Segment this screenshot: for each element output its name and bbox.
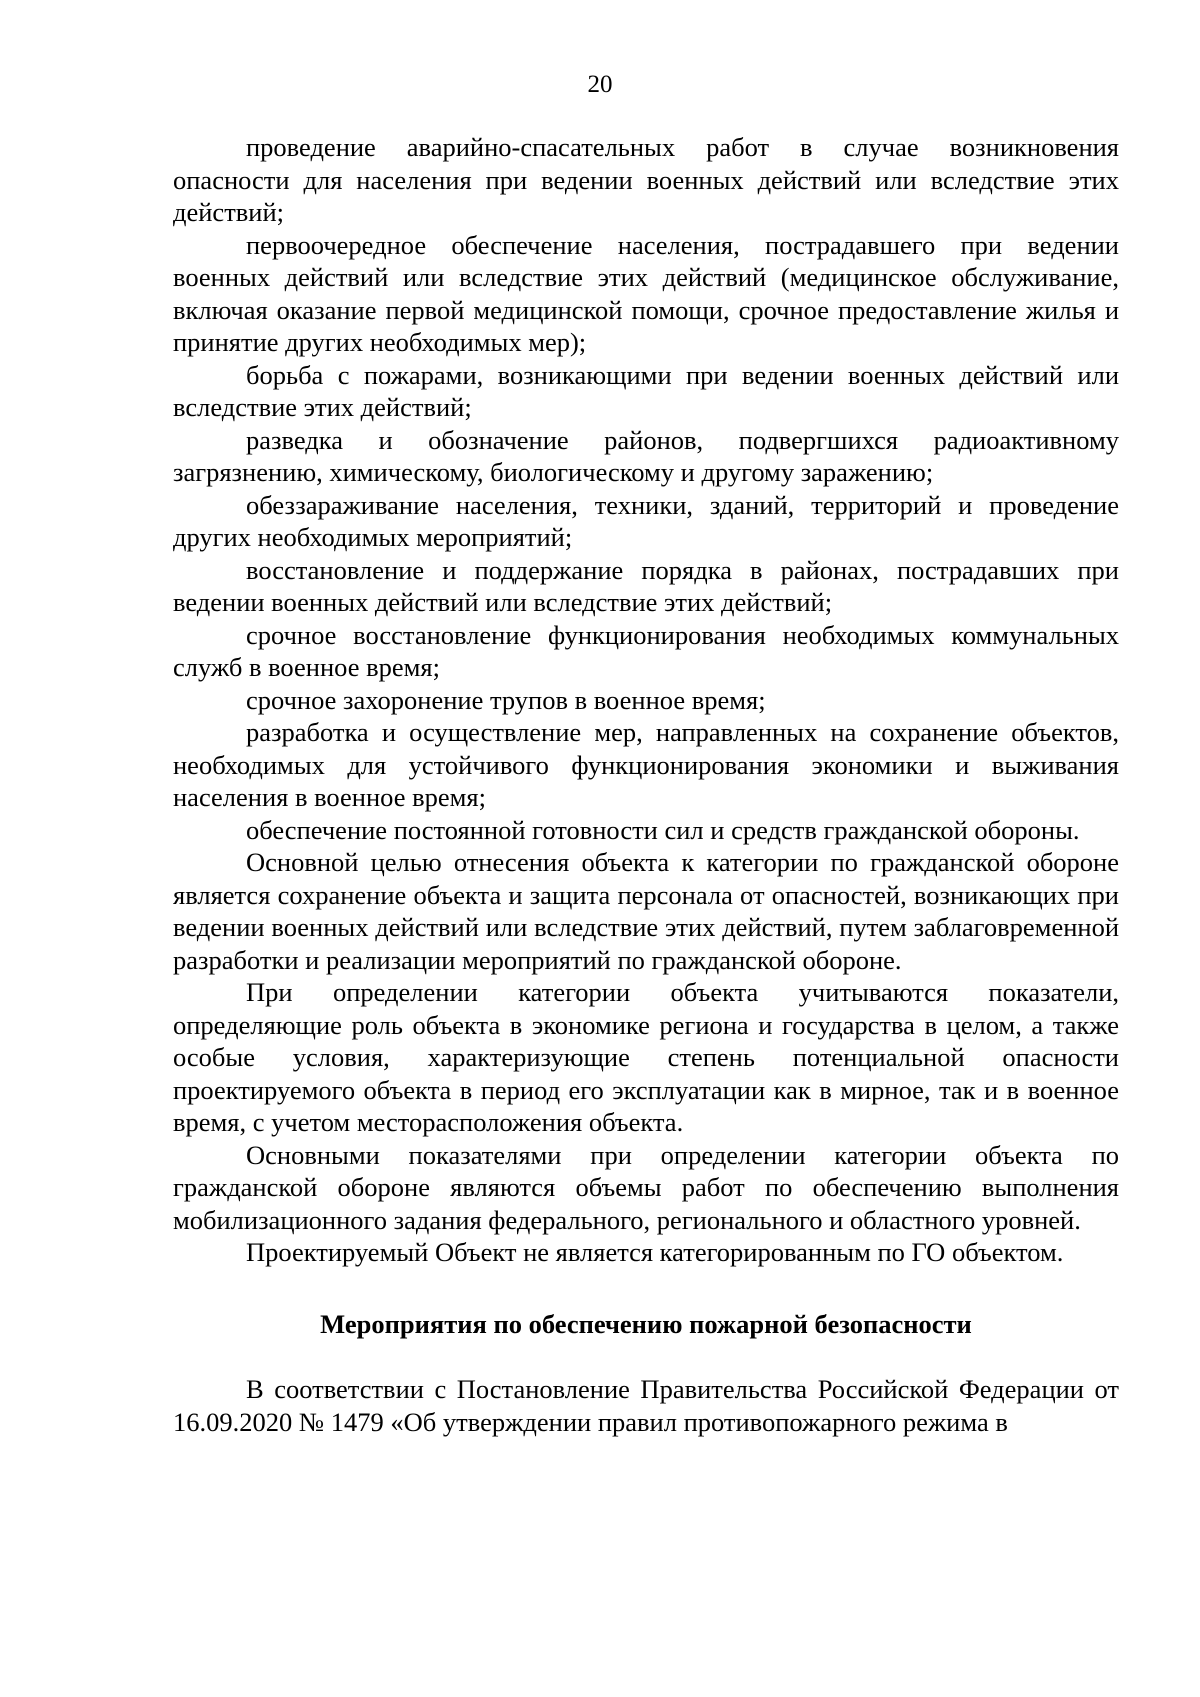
paragraph: борьба с пожарами, возникающими при ведении военных действий или вследствие этих действий; <box>173 359 1119 422</box>
paragraph: При определении категории объекта учитываются показатели, определяющие роль объекта в экономике региона и государства в целом, а также особые условия, характеризующие степень потенциальной опасности проектируемого объекта в период его эксплуатации как в мирное, так и в военное время, с учетом месторасположения объекта. <box>173 977 1119 1137</box>
document-body <box>173 131 1119 1438</box>
page-number: 20 <box>587 71 613 98</box>
paragraph: проведение аварийно-спасательных работ в случае возникновения опасности для населения при ведении военных действий или вследствие этих действий; <box>173 132 1119 227</box>
paragraph: обеспечение постоянной готовности сил и средств гражданской обороны. <box>246 814 1080 845</box>
paragraph: срочное захоронение трупов в военное время; <box>246 684 766 715</box>
paragraph: срочное восстановление функционирования необходимых коммунальных служб в военное время; <box>173 619 1119 682</box>
paragraph: разработка и осуществление мер, направленных на сохранение объектов, необходимых для устойчивого функционирования экономики и выживания населения в военное время; <box>173 717 1119 812</box>
paragraph: Проектируемый Объект не является категорированным по ГО объектом. <box>246 1237 1064 1267</box>
paragraph: обеззараживание населения, техники, зданий, территорий и проведение других необходимых мероприятий; <box>173 489 1119 552</box>
section-heading: Мероприятия по обеспечению пожарной безопасности <box>320 1308 972 1339</box>
paragraph: первоочередное обеспечение населения, пострадавшего при ведении военных действий или вследствие этих действий (медицинское обслуживание, включая оказание первой медицинской помощи, срочное предоставление жилья и принятие других необходимых мер); <box>173 229 1119 357</box>
paragraph: Основными показателями при определении категории объекта по гражданской обороне являются объемы работ по обеспечению выполнения мобилизационного задания федерального, регионального и областного уровней. <box>173 1139 1119 1235</box>
paragraph: В соответствии с Постановление Правительства Российской Федерации от 16.09.2020 № 1479 «Об утверждении правил противопожарного режима в <box>173 1374 1119 1437</box>
paragraph: восстановление и поддержание порядка в районах, пострадавших при ведении военных действий или вследствие этих действий; <box>173 554 1119 617</box>
paragraph: Основной целью отнесения объекта к категории по гражданской обороне является сохранение объекта и защита персонала от опасностей, возникающих при ведении военных действий или вследствие этих действий, путем заблаговременной разработки и реализации мероприятий по гражданской обороне. <box>173 847 1119 975</box>
paragraph: разведка и обозначение районов, подвергшихся радиоактивному загрязнению, химическому, биологическому и другому заражению; <box>173 424 1119 487</box>
